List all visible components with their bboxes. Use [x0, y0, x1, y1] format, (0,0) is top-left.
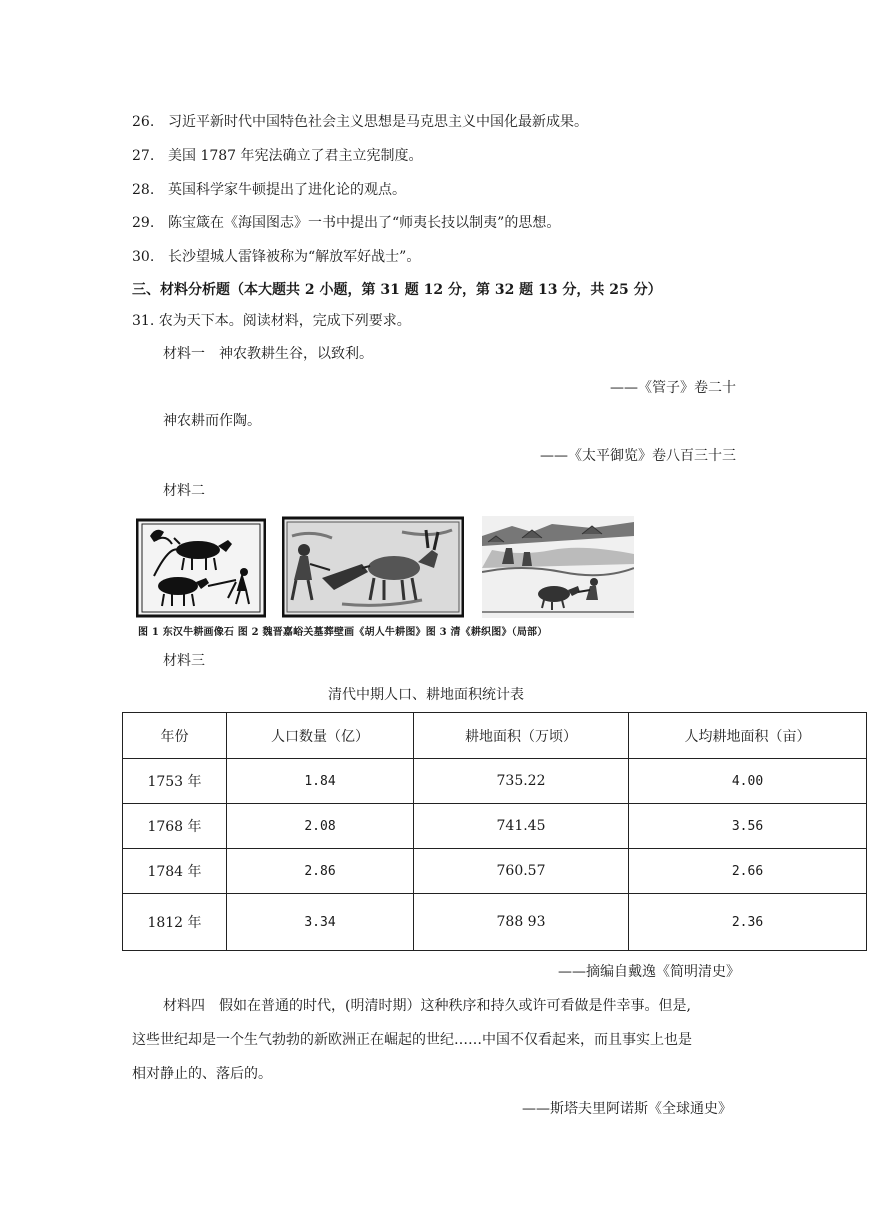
question-number: 26. — [132, 114, 155, 130]
table-cell: 2.86 — [227, 849, 414, 894]
material-source: ——《管子》卷二十 — [610, 380, 736, 396]
figure-2-image — [282, 516, 464, 618]
question-text: 习近平新时代中国特色社会主义思想是马克思主义中国化最新成果。 — [168, 114, 588, 130]
figure-caption: 图 1 东汉牛耕画像石 图 2 魏晋嘉峪关墓葬壁画《胡人牛耕图》图 3 清《耕织图》（局部） — [138, 627, 548, 638]
question-number: 29. — [132, 215, 155, 231]
table-cell-year: 1768 年 — [123, 804, 227, 849]
table-row — [123, 804, 867, 849]
question-text: 长沙望城人雷锋被称为“解放军好战士”。 — [168, 249, 421, 265]
figure-3-image — [482, 516, 634, 618]
question-text: 陈宝箴在《海国图志》一书中提出了“师夷长技以制夷”的思想。 — [168, 215, 561, 231]
section-heading: 三、材料分析题（本大题共 2 小题，第 31 题 12 分，第 32 题 13 分，共 25 分） — [132, 282, 662, 298]
question-number: 27. — [132, 148, 155, 164]
table-cell-year: 1753 年 — [123, 759, 227, 804]
material-text: 假如在普通的时代，(明清时期）这种秩序和持久或许可看做是件幸事。但是, — [219, 998, 691, 1014]
material-1 — [163, 344, 373, 364]
table-header-cell: 年份 — [123, 713, 227, 759]
question-28 — [132, 180, 406, 200]
table-header-cell: 耕地面积（万顷） — [414, 713, 629, 759]
question-26 — [132, 112, 588, 132]
table-cell: 2.08 — [227, 804, 414, 849]
table-cell: 2.36 — [629, 894, 867, 951]
material-label: 材料一 — [163, 346, 205, 362]
material-text: 神农耕而作陶。 — [163, 413, 261, 429]
material-2-label: 材料二 — [163, 483, 205, 499]
question-30 — [132, 247, 420, 267]
question-text: 美国 1787 年宪法确立了君主立宪制度。 — [168, 148, 423, 164]
table-row — [123, 849, 867, 894]
table-cell-year: 1784 年 — [123, 849, 227, 894]
farming-figures — [136, 516, 636, 644]
table-row — [123, 894, 867, 951]
question-31-intro: 31. 农为天下本。阅读材料，完成下列要求。 — [132, 313, 411, 329]
table-cell: 735.22 — [414, 759, 629, 804]
material-text: 这些世纪却是一个生气勃勃的新欧洲正在崛起的世纪……中国不仅看起来，而且事实上也是 — [132, 1032, 692, 1048]
question-number: 30. — [132, 249, 155, 265]
table-source: ——摘编自戴逸《简明清史》 — [558, 964, 740, 980]
table-cell: 4.00 — [629, 759, 867, 804]
material-3-label: 材料三 — [163, 653, 205, 669]
material-label: 材料四 — [163, 998, 205, 1014]
table-cell: 3.56 — [629, 804, 867, 849]
table-cell: 760.57 — [414, 849, 629, 894]
population-farmland-table — [122, 712, 867, 951]
table-cell: 788 93 — [414, 894, 629, 951]
figure-1-image — [136, 516, 266, 618]
table-cell: 3.34 — [227, 894, 414, 951]
table-header-row — [123, 713, 867, 759]
question-29 — [132, 213, 560, 233]
table-cell: 741.45 — [414, 804, 629, 849]
table-cell: 1.84 — [227, 759, 414, 804]
material-text: 神农教耕生谷，以致利。 — [219, 346, 373, 362]
material-source: ——斯塔夫里阿诺斯《全球通史》 — [522, 1101, 732, 1117]
table-cell: 2.66 — [629, 849, 867, 894]
question-number: 28. — [132, 182, 155, 198]
table-header-cell: 人口数量（亿） — [227, 713, 414, 759]
material-text: 相对静止的、落后的。 — [132, 1066, 272, 1082]
table-title: 清代中期人口、耕地面积统计表 — [328, 687, 524, 703]
material-4 — [163, 996, 691, 1016]
table-header-cell: 人均耕地面积（亩） — [629, 713, 867, 759]
table-row — [123, 759, 867, 804]
table-cell-year: 1812 年 — [123, 894, 227, 951]
material-source: ——《太平御览》卷八百三十三 — [540, 448, 736, 464]
question-text: 英国科学家牛顿提出了进化论的观点。 — [168, 182, 406, 198]
question-27 — [132, 146, 423, 166]
